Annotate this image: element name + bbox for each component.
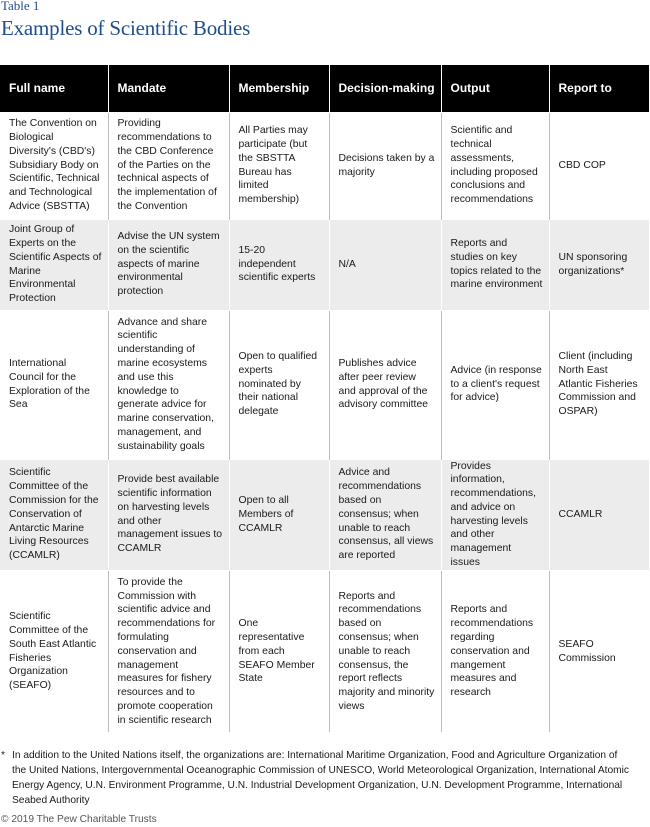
column-header-report-to: Report to	[549, 65, 649, 112]
cell-full-name: Scientific Committee of the Commission for the Conservation of Antarctic Marine Living Resources (CCAMLR)	[0, 459, 108, 570]
cell-membership: 15-20 independent scientific experts	[229, 219, 329, 310]
cell-full-name: The Convention on Biological Diversity's (CBD's) Subsidiary Body on Scientific, Technical and Technological Advice (SBSTTA)	[0, 112, 108, 219]
table-title: Examples of Scientific Bodies	[1, 16, 251, 40]
footnote	[1, 748, 631, 808]
cell-membership: Open to all Members of CCAMLR	[229, 459, 329, 570]
cell-output: Scientific and technical assessments, including proposed conclusions and recommendations	[441, 112, 549, 219]
cell-mandate: To provide the Commission with scientific advice and recommendations for formulating conservation and management measures for fishery resources and to promote cooperation in scientific research	[108, 570, 229, 732]
footnote-text: In addition to the United Nations itself, the organizations are: International Maritime Organization, Food and Agriculture Organization of the United Nations, Intergovernmental Oceanographic Commission of UNESCO, World Meteorological Organization, International Atomic Energy Agency, U.N. Environment Programme, U.N. Industrial Development Organization, U.N. Development Programme, International Seabed Authority	[12, 750, 630, 806]
copyright-notice: © 2019 The Pew Charitable Trusts	[1, 814, 157, 825]
table-row	[0, 310, 649, 459]
table-row	[0, 459, 649, 570]
cell-full-name: Joint Group of Experts on the Scientific Aspects of Marine Environmental Protection	[0, 219, 108, 310]
scientific-bodies-table	[0, 65, 649, 732]
cell-report-to: UN sponsoring organizations*	[549, 219, 649, 310]
header-row	[0, 65, 649, 112]
cell-mandate: Advance and share scientific understanding of marine ecosystems and use this knowledge to generate advice for marine conservation, management, and sustainability goals	[108, 310, 229, 459]
table-row	[0, 112, 649, 219]
column-header-full-name: Full name	[0, 65, 108, 112]
cell-membership: Open to qualified experts nominated by their national delegate	[229, 310, 329, 459]
table-row	[0, 219, 649, 310]
cell-report-to: CBD COP	[549, 112, 649, 219]
cell-mandate: Advise the UN system on the scientific aspects of marine environmental protection	[108, 219, 229, 310]
cell-output: Reports and recommendations regarding conservation and mangement measures and research	[441, 570, 549, 732]
cell-output: Provides information, recommendations, and advice on harvesting levels and other management issues	[441, 459, 549, 570]
cell-output: Advice (in response to a client's request for advice)	[441, 310, 549, 459]
cell-membership: All Parties may participate (but the SBSTTA Bureau has limited membership)	[229, 112, 329, 219]
cell-decision-making: Reports and recommendations based on consensus; when unable to reach consensus, the report reflects majority and minority views	[329, 570, 441, 732]
cell-full-name: Scientific Committee of the South East Atlantic Fisheries Organization (SEAFO)	[0, 570, 108, 732]
cell-report-to: SEAFO Commission	[549, 570, 649, 732]
cell-decision-making: Decisions taken by a majority	[329, 112, 441, 219]
cell-output: Reports and studies on key topics related to the marine environment	[441, 219, 549, 310]
table-label: Table 1	[1, 0, 40, 13]
column-header-decision-making: Decision-making	[329, 65, 441, 112]
column-header-output: Output	[441, 65, 549, 112]
table-row	[0, 570, 649, 732]
cell-membership: One representative from each SEAFO Member State	[229, 570, 329, 732]
cell-decision-making: N/A	[329, 219, 441, 310]
cell-decision-making: Publishes advice after peer review and approval of the advisory committee	[329, 310, 441, 459]
cell-decision-making: Advice and recommendations based on consensus; when unable to reach consensus, all views are reported	[329, 459, 441, 570]
cell-report-to: Client (including North East Atlantic Fisheries Commission and OSPAR)	[549, 310, 649, 459]
column-header-mandate: Mandate	[108, 65, 229, 112]
footnote-mark: *	[1, 750, 5, 761]
cell-full-name: International Council for the Exploration of the Sea	[0, 310, 108, 459]
column-header-membership: Membership	[229, 65, 329, 112]
cell-mandate: Providing recommendations to the CBD Conference of the Parties on the technical aspects of the implementation of the Convention	[108, 112, 229, 219]
cell-report-to: CCAMLR	[549, 459, 649, 570]
cell-mandate: Provide best available scientific information on harvesting levels and other management issues to CCAMLR	[108, 459, 229, 570]
